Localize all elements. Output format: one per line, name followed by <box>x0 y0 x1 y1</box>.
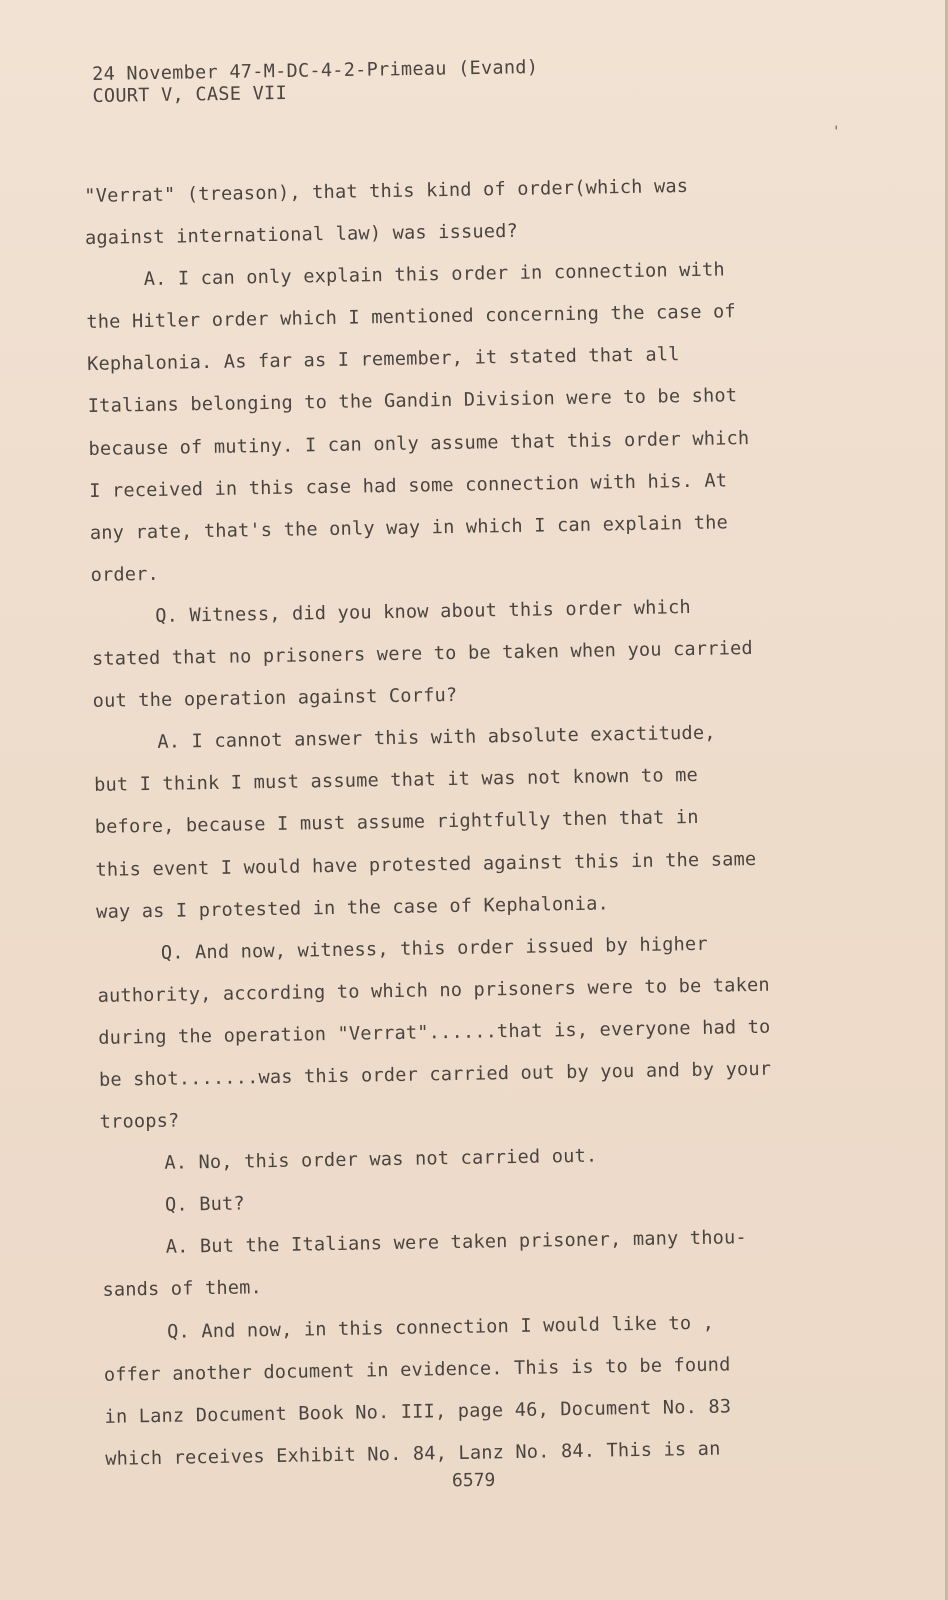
text-line: sands of them. <box>102 1277 263 1302</box>
transcript-body <box>84 163 866 1480</box>
text-line: offer another document in evidence. This is to be found <box>103 1354 731 1386</box>
text-line: way as I protested in the case of Kephalonia. <box>96 892 610 923</box>
text-line: order. <box>90 563 160 586</box>
text-line: but I think I must assume that it was not known to me <box>93 765 699 797</box>
header <box>92 57 539 108</box>
text-line: because of mutiny. I can only assume that this order which <box>88 427 750 460</box>
text-line: out the operation against Corfu? <box>92 685 458 713</box>
text-line: the Hitler order which I mentioned concerning the case of <box>86 301 737 334</box>
text-line: be shot.......was this order carried out by you and by your <box>98 1058 772 1091</box>
header-line-1: 24 November 47-M-DC-4-2-Primeau (Evand) <box>92 56 539 85</box>
page-number: 6579 <box>451 1469 496 1492</box>
answer-line: A. No, this order was not carried out. <box>164 1145 598 1174</box>
header-line-2: COURT V, CASE VII <box>92 82 288 107</box>
text-line: in Lanz Document Book No. III, page 46, Document No. 83 <box>104 1396 732 1428</box>
answer-line: A. But the Italians were taken prisoner, many thou- <box>165 1227 747 1259</box>
margin-mark: ' <box>832 124 841 140</box>
answer-line: A. I can only explain this order in connection with <box>143 259 725 291</box>
text-line: stated that no prisoners were to be taken when you carried <box>91 638 753 670</box>
text-line: "Verrat" (treason), that this kind of order(which was <box>84 175 689 207</box>
text-line: this event I would have protested against this in the same <box>95 848 757 881</box>
question-line: Q. And now, witness, this order issued by higher <box>160 933 708 964</box>
text-line: Kephalonia. As far as I remember, it stated that all <box>86 344 680 376</box>
question-line: Q. And now, in this connection I would like to , <box>167 1312 715 1343</box>
answer-line: A. I cannot answer this with absolute exactitude, <box>157 722 716 754</box>
question-line: Q. But? <box>164 1193 246 1217</box>
text-line: against international law) was issued? <box>84 220 519 250</box>
text-line: which receives Exhibit No. 84, Lanz No. 84. This is an <box>105 1438 721 1470</box>
text-line: troops? <box>99 1110 180 1133</box>
text-line: I received in this case had some connection with his. At <box>89 470 728 502</box>
question-line: Q. Witness, did you know about this order which <box>155 596 691 627</box>
text-line: any rate, that's the only way in which I can explain the <box>89 512 729 544</box>
text-line: before, because I must assume rightfully then that in <box>94 807 699 839</box>
text-line: during the operation "Verrat"......that is, everyone had to <box>98 1016 771 1049</box>
text-line: authority, according to which no prisoners were to be taken <box>97 974 770 1007</box>
text-line: Italians belonging to the Gandin Division were to be shot <box>87 385 738 418</box>
